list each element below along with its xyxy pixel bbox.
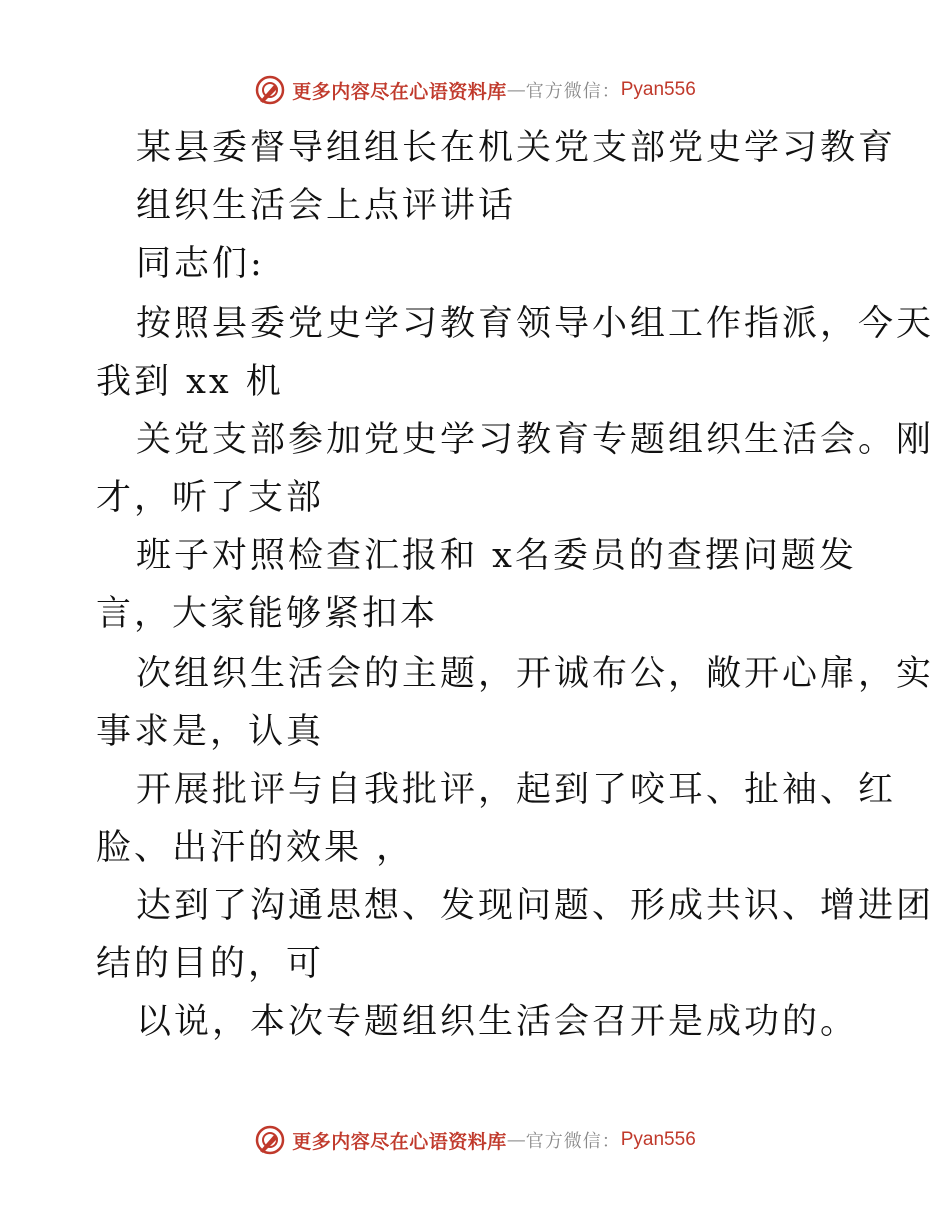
- body-line: 脸、出汗的效果 ，: [96, 828, 415, 868]
- footer-watermark: [0, 1120, 950, 1160]
- body-line: 班子对照检查汇报和 x名委员的查摆问题发: [136, 536, 857, 576]
- body-line: 达到了沟通思想、发现问题、形成共识、增进团: [136, 886, 935, 926]
- watermark-text: 更多内容尽在心语资料库: [292, 1130, 507, 1153]
- watermark-dash: —: [506, 79, 526, 101]
- watermark-wechat-label: 官方微信：: [525, 1131, 621, 1152]
- watermark-wechat-label: 官方微信：: [525, 81, 621, 102]
- watermark-dash: —: [506, 1129, 526, 1151]
- body-line: 关党支部参加党史学习教育专题组织生活会。刚: [136, 420, 935, 460]
- watermark-wechat-id: Pyan556: [620, 1129, 696, 1150]
- body-line: 按照县委党史学习教育领导小组工作指派，今天: [136, 304, 935, 344]
- body-line: 我到 xx 机: [96, 362, 284, 402]
- body-line: 才，听了支部: [96, 478, 325, 518]
- header-watermark: [0, 70, 950, 110]
- body-line: 以说，本次专题组织生活会召开是成功的。: [136, 1002, 859, 1042]
- watermark-wechat-id: Pyan556: [620, 79, 696, 100]
- body-line: 开展批评与自我批评，起到了咬耳、扯袖、红: [136, 770, 897, 810]
- watermark-text: 更多内容尽在心语资料库: [292, 80, 507, 103]
- pen-logo-icon: [254, 1124, 286, 1156]
- body-line: 言，大家能够紧扣本: [96, 594, 439, 634]
- salutation: 同志们:: [136, 244, 265, 284]
- pen-logo-icon: [254, 74, 286, 106]
- body-line: 次组织生活会的主题，开诚布公，敞开心扉，实: [136, 654, 935, 694]
- body-line: 事求是，认真: [96, 712, 325, 752]
- title-line-2: 组织生活会上点评讲话: [136, 186, 517, 226]
- body-line: 结的目的，可: [96, 944, 325, 984]
- title-line-1: 某县委督导组组长在机关党支部党史学习教育: [136, 128, 897, 168]
